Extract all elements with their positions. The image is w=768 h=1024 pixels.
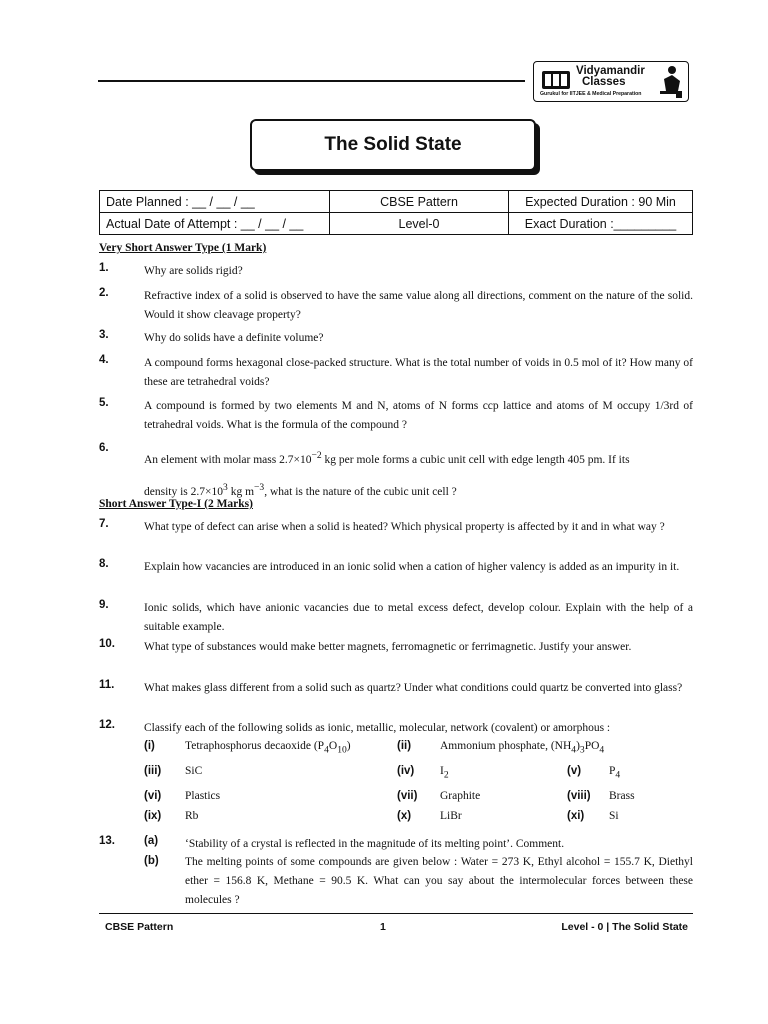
question-number: 8. bbox=[99, 558, 109, 570]
page-number: 1 bbox=[380, 921, 386, 933]
question-text: What makes glass different from a solid such as quartz? Under what conditions could quartz be converted into glass? bbox=[144, 682, 683, 694]
logo-line1: Vidyamandir bbox=[576, 65, 645, 77]
pattern-cell: CBSE Pattern bbox=[330, 191, 509, 213]
footer-right: Level - 0 | The Solid State bbox=[561, 921, 688, 933]
q12-item-text: SiC bbox=[185, 765, 203, 777]
q6-text-part: density is 2.7×10 bbox=[144, 485, 224, 498]
question-number: 7. bbox=[99, 518, 109, 530]
q6-exponent: −2 bbox=[311, 450, 322, 461]
q12-item-text: Brass bbox=[609, 790, 635, 802]
section-heading: Very Short Answer Type (1 Mark) bbox=[99, 242, 267, 254]
question-number: 5. bbox=[99, 397, 109, 409]
q12-item-text: Ammonium phosphate, $(NH_4)_3PO_4$ bbox=[440, 740, 605, 756]
footer-left: CBSE Pattern bbox=[105, 921, 174, 933]
q12-item-text: Tetraphosphorus decaoxide $(P_4O_{10})$ bbox=[185, 740, 351, 756]
q13-part-label: (b) bbox=[144, 855, 159, 867]
vidyamandir-logo bbox=[533, 61, 689, 102]
logo-line2: Classes bbox=[582, 76, 626, 88]
page-title: The Solid State bbox=[250, 119, 536, 171]
question-text: A compound is formed by two elements M and N, atoms of N forms ccp lattice and atoms of M occupy 1/3rd of tetrahedral voids. What is the formula of the compound ? bbox=[144, 400, 693, 431]
question-number: 13. bbox=[99, 835, 115, 847]
question-text: Refractive index of a solid is observed to have the same value along all directions, comment on the nature of the solid. Would it show cleavage property? bbox=[144, 290, 693, 321]
q12-item-text: $I_2$ bbox=[440, 765, 449, 781]
question-number: 2. bbox=[99, 287, 109, 299]
question-number: 1. bbox=[99, 262, 109, 274]
q12-item-label: (iii) bbox=[144, 765, 162, 777]
question-number: 6. bbox=[99, 442, 109, 454]
q12-item-label: (i) bbox=[144, 740, 155, 752]
question-text: Why are solids rigid? bbox=[144, 265, 243, 277]
question-number: 3. bbox=[99, 329, 109, 341]
books-icon bbox=[541, 68, 571, 90]
q6-exponent: 3 bbox=[223, 481, 228, 493]
q13-part-a-text: ‘Stability of a crystal is reflected in the magnitude of its melting point’. Comment. bbox=[185, 838, 565, 850]
question-number: 12. bbox=[99, 719, 115, 731]
q6-exponent: −3 bbox=[254, 481, 265, 493]
question-text: A compound forms hexagonal close-packed structure. What is the total number of voids in 0.5 mol of it? How many of these are tetrahedral voids? bbox=[144, 357, 693, 388]
question-text: Explain how vacancies are introduced in an ionic solid when a cation of higher valency is added as an impurity in it. bbox=[144, 561, 680, 573]
q13-part-label: (a) bbox=[144, 835, 159, 847]
question-text: Why do solids have a definite volume? bbox=[144, 332, 324, 344]
question-number: 4. bbox=[99, 354, 109, 366]
q6-text-part: kg m bbox=[227, 485, 255, 498]
q12-item-label: (x) bbox=[397, 810, 412, 822]
q12-item-label: (iv) bbox=[397, 765, 415, 777]
info-table bbox=[99, 190, 693, 235]
q12-item-label: (xi) bbox=[567, 810, 585, 822]
question-text bbox=[144, 442, 693, 506]
expected-duration-cell: Expected Duration : 90 Min bbox=[509, 191, 693, 213]
header-rule bbox=[98, 80, 525, 82]
logo-tagline: Gurukul for IITJEE & Medical Preparation bbox=[540, 91, 642, 97]
q12-item-label: (vii) bbox=[397, 790, 418, 802]
question-text: Classify each of the following solids as ionic, metallic, molecular, network (covalent) or amorphous : bbox=[144, 722, 611, 734]
q12-item-label: (vi) bbox=[144, 790, 162, 802]
q6-text-part: An element with molar mass 2.7×10 bbox=[144, 453, 312, 466]
q6-text-part: kg per mole forms a cubic unit cell with edge length 405 pm. If its bbox=[321, 453, 630, 466]
question-text: Ionic solids, which have anionic vacancies due to metal excess defect, develop colour. Explain with the help of a suitable example. bbox=[144, 602, 693, 633]
question-text: What type of defect can arise when a solid is heated? Which physical property is affected by it and in what way ? bbox=[144, 521, 665, 533]
question-text: What type of substances would make better magnets, ferromagnetic or ferrimagnetic. Justify your answer. bbox=[144, 641, 632, 653]
q12-item-text: $P_4$ bbox=[609, 765, 621, 781]
question-number: 10. bbox=[99, 638, 115, 650]
q6-text-part: , what is the nature of the cubic unit cell ? bbox=[264, 485, 457, 498]
q12-item-text: Graphite bbox=[440, 790, 481, 802]
section-heading: Short Answer Type-I (2 Marks) bbox=[99, 498, 253, 510]
q12-item-label: (ii) bbox=[397, 740, 412, 752]
date-planned-cell: Date Planned : __ / __ / __ bbox=[100, 191, 330, 213]
student-figure-icon bbox=[658, 65, 684, 99]
q12-item-text: Si bbox=[609, 810, 619, 822]
q12-item-text: Rb bbox=[185, 810, 199, 822]
question-number: 9. bbox=[99, 599, 109, 611]
actual-date-cell: Actual Date of Attempt : __ / __ / __ bbox=[100, 213, 330, 235]
q12-item-label: (viii) bbox=[567, 790, 591, 802]
level-cell: Level-0 bbox=[330, 213, 509, 235]
q12-item-label: (ix) bbox=[144, 810, 162, 822]
exact-duration-cell: Exact Duration :_________ bbox=[509, 213, 693, 235]
footer-rule bbox=[99, 913, 693, 914]
q12-item-text: LiBr bbox=[440, 810, 462, 822]
question-number: 11. bbox=[99, 679, 115, 691]
q12-item-text: Plastics bbox=[185, 790, 221, 802]
q12-item-label: (v) bbox=[567, 765, 582, 777]
q13-part-b-text: The melting points of some compounds are given below : Water = 273 K, Ethyl alcohol = 155.7 K, Diethyl ether = 156.8 K, Methane = 90.5 K. What can you say about the intermolecular forces between these molecules ? bbox=[185, 856, 693, 906]
